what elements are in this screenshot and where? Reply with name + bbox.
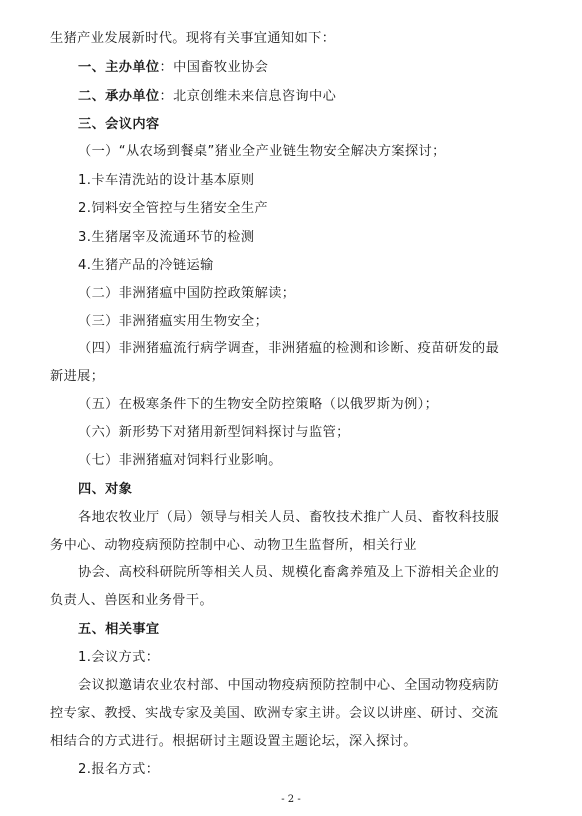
- organizer-value: ：中国畜牧业协会: [159, 60, 269, 75]
- topic-item-4: （四）非洲猪瘟流行病学调查，非洲猪瘟的检测和诊断、疫苗研发的最: [78, 341, 500, 356]
- meeting-format-line-2: 控专家、教授、实战专家及美国、欧洲专家主讲。会议以讲座、研讨、交流: [50, 706, 499, 721]
- organizer-label: 一、主办单位: [78, 60, 160, 75]
- subtopic-item-4: 4.生猪产品的冷链运输: [78, 258, 214, 273]
- topic-item-4-continued: 新进展；: [50, 369, 105, 384]
- intro-line: 生猪产业发展新时代。现将有关事宜通知如下：: [50, 31, 336, 46]
- audience-line-2: 务中心、动物疫病预防控制中心、动物卫生监督所，相关行业: [50, 538, 417, 553]
- registration-heading: 2.报名方式：: [78, 762, 160, 777]
- subtopic-item-1: 1.卡车清洗站的设计基本原则: [78, 173, 255, 188]
- topic-item-3: （三）非洲猪瘟实用生物安全；: [78, 314, 269, 329]
- section-heading-audience: 四、对象: [78, 482, 133, 497]
- co-organizer-label: 二、承办单位: [78, 89, 160, 104]
- topic-item-2: （二）非洲猪瘟中国防控政策解读；: [78, 286, 296, 301]
- co-organizer-value: ：北京创维未来信息咨询中心: [159, 89, 337, 104]
- page-number: - 2 -: [281, 794, 301, 805]
- topic-item-1: （一）“从农场到餐桌”猪业全产业链生物安全解决方案探讨；: [78, 144, 446, 159]
- topic-item-6: （六）新形势下对猪用新型饲料探讨与监管；: [78, 425, 350, 440]
- audience-line-1: 各地农牧业厅（局）领导与相关人员、畜牧技术推广人员、畜牧科技服: [78, 510, 500, 525]
- co-organizer-row: [78, 88, 336, 106]
- audience-line-3: 协会、高校科研院所等相关人员、规模化畜禽养殖及上下游相关企业的: [78, 565, 500, 580]
- meeting-format-line-1: 会议拟邀请农业农村部、中国动物疫病预防控制中心、全国动物疫病防: [78, 678, 500, 693]
- topic-item-5: （五）在极寒条件下的生物安全防控策略（以俄罗斯为例）；: [78, 397, 439, 412]
- section-heading-matters: 五、相关事宜: [78, 622, 160, 637]
- audience-line-4: 负责人、兽医和业务骨干。: [50, 593, 214, 608]
- subtopic-item-3: 3.生猪屠宰及流通环节的检测: [78, 230, 255, 245]
- organizer-row: [78, 59, 268, 77]
- meeting-format-heading: 1.会议方式：: [78, 650, 160, 665]
- topic-item-7: （七）非洲猪瘟对饲料行业影响。: [78, 453, 282, 468]
- subtopic-item-2: 2.饲料安全管控与生猪安全生产: [78, 201, 269, 216]
- meeting-format-line-3: 相结合的方式进行。根据研讨主题设置主题论坛，深入探讨。: [50, 734, 417, 749]
- section-heading-content: 三、会议内容: [78, 117, 160, 132]
